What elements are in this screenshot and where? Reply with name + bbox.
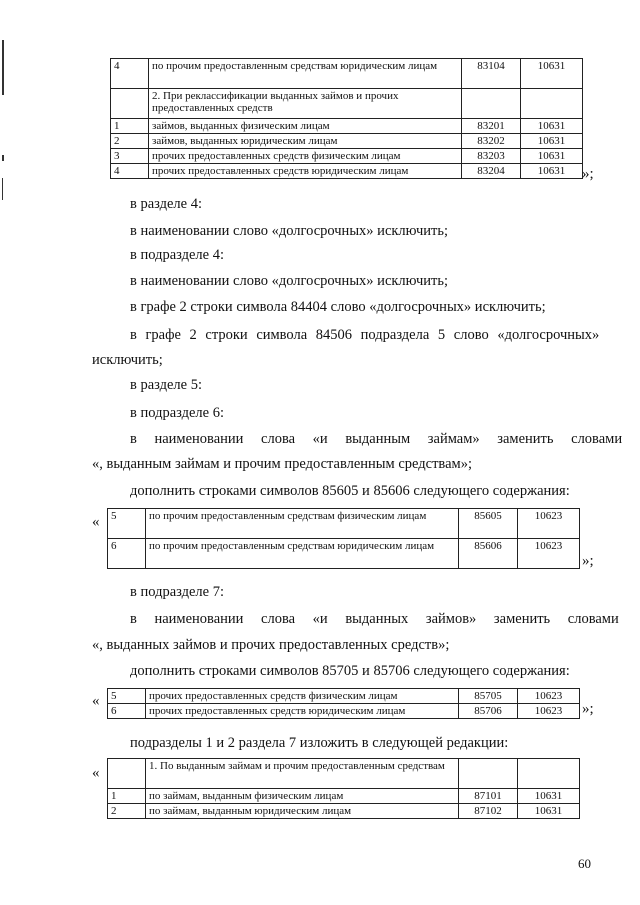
row-account <box>518 759 580 789</box>
row-number: 2 <box>108 804 146 819</box>
row-account <box>521 89 583 119</box>
opening-quote: « <box>92 693 100 709</box>
paragraph: в подразделе 7: <box>130 584 224 600</box>
paragraph: дополнить строками символов 85605 и 85606 следующего содержания: <box>130 483 570 499</box>
row-number: 6 <box>108 704 146 719</box>
paragraph: в разделе 5: <box>130 377 203 393</box>
table-row <box>111 59 583 89</box>
row-symbol <box>459 759 518 789</box>
paragraph: исключить; <box>92 352 163 368</box>
row-symbol <box>462 89 521 119</box>
paragraph: в графе 2 строки символа 84404 слово «долгосрочных» исключить; <box>130 299 546 315</box>
row-symbol: 87101 <box>459 789 518 804</box>
closing-quote: »; <box>582 166 594 182</box>
row-text: прочих предоставленных средств юридическим лицам <box>149 164 462 179</box>
row-text: займов, выданных юридическим лицам <box>149 134 462 149</box>
row-account: 10623 <box>518 509 580 539</box>
paragraph: дополнить строками символов 85705 и 85706 следующего содержания: <box>130 663 570 679</box>
row-account: 10631 <box>521 149 583 164</box>
binder-mark <box>2 155 4 161</box>
table-row <box>108 804 580 819</box>
row-text: по прочим предоставленным средствам физическим лицам <box>146 509 459 539</box>
table-row <box>108 689 580 704</box>
row-text: по займам, выданным юридическим лицам <box>146 804 459 819</box>
paragraph: в подразделе 6: <box>130 405 224 421</box>
row-number: 1 <box>111 119 149 134</box>
row-account: 10631 <box>521 164 583 179</box>
row-number <box>108 759 146 789</box>
table-subsection-6-additions <box>107 508 580 569</box>
table-row <box>108 759 580 789</box>
row-symbol: 85605 <box>459 509 518 539</box>
row-symbol: 85606 <box>459 539 518 569</box>
table-row <box>111 119 583 134</box>
row-number: 4 <box>111 164 149 179</box>
paragraph: подразделы 1 и 2 раздела 7 изложить в следующей редакции: <box>130 735 509 751</box>
row-text: по прочим предоставленным средствам юридическим лицам <box>146 539 459 569</box>
table-row <box>108 509 580 539</box>
table-reclassification <box>110 58 583 179</box>
table-row <box>111 89 583 119</box>
row-account: 10623 <box>518 539 580 569</box>
table-row <box>111 164 583 179</box>
row-symbol: 85705 <box>459 689 518 704</box>
row-text: займов, выданных физическим лицам <box>149 119 462 134</box>
row-symbol: 87102 <box>459 804 518 819</box>
opening-quote: « <box>92 765 100 781</box>
paragraph: в подразделе 4: <box>130 247 224 263</box>
paragraph: в наименовании слово «долгосрочных» исключить; <box>130 273 448 289</box>
binder-mark <box>2 40 4 95</box>
row-symbol: 83203 <box>462 149 521 164</box>
row-account: 10631 <box>518 804 580 819</box>
row-account: 10631 <box>521 59 583 89</box>
row-symbol: 83204 <box>462 164 521 179</box>
page-number: 60 <box>578 856 591 871</box>
row-account: 10623 <box>518 704 580 719</box>
table-row <box>111 134 583 149</box>
row-text: прочих предоставленных средств физическим лицам <box>146 689 459 704</box>
row-symbol: 83104 <box>462 59 521 89</box>
table-row <box>108 539 580 569</box>
table-row <box>108 789 580 804</box>
table-row <box>111 149 583 164</box>
row-account: 10631 <box>518 789 580 804</box>
row-account: 10631 <box>521 134 583 149</box>
paragraph: «, выданных займов и прочих предоставленных средств»; <box>92 637 450 653</box>
row-text: прочих предоставленных средств физическим лицам <box>149 149 462 164</box>
row-text: по прочим предоставленным средствам юридическим лицам <box>149 59 462 89</box>
paragraph: в графе 2 строки символа 84506 подраздела 5 слово «долгосрочных» <box>130 327 600 343</box>
row-text: 1. По выданным займам и прочим предоставленным средствам <box>146 759 459 789</box>
row-number <box>111 89 149 119</box>
row-number: 4 <box>111 59 149 89</box>
row-number: 5 <box>108 509 146 539</box>
row-number: 2 <box>111 134 149 149</box>
binder-mark <box>2 178 3 200</box>
paragraph: в разделе 4: <box>130 196 203 212</box>
row-account: 10631 <box>521 119 583 134</box>
paragraph: в наименовании слово «долгосрочных» исключить; <box>130 223 448 239</box>
paragraph: в наименовании слова «и выданных займов» заменить словами <box>130 611 619 627</box>
row-number: 6 <box>108 539 146 569</box>
row-number: 1 <box>108 789 146 804</box>
table-subsection-7-additions <box>107 688 580 719</box>
row-symbol: 83202 <box>462 134 521 149</box>
row-text: по займам, выданным физическим лицам <box>146 789 459 804</box>
table-section-7-revision <box>107 758 580 819</box>
closing-quote: »; <box>582 701 594 717</box>
paragraph: «, выданным займам и прочим предоставленным средствам»; <box>92 456 472 472</box>
row-text: 2. При реклассификации выданных займов и прочих предоставленных средств <box>149 89 462 119</box>
row-text: прочих предоставленных средств юридическим лицам <box>146 704 459 719</box>
opening-quote: « <box>92 514 100 530</box>
row-number: 3 <box>111 149 149 164</box>
row-number: 5 <box>108 689 146 704</box>
table-row <box>108 704 580 719</box>
row-account: 10623 <box>518 689 580 704</box>
closing-quote: »; <box>582 553 594 569</box>
paragraph: в наименовании слова «и выданным займам» заменить словами <box>130 431 623 447</box>
row-symbol: 83201 <box>462 119 521 134</box>
row-symbol: 85706 <box>459 704 518 719</box>
